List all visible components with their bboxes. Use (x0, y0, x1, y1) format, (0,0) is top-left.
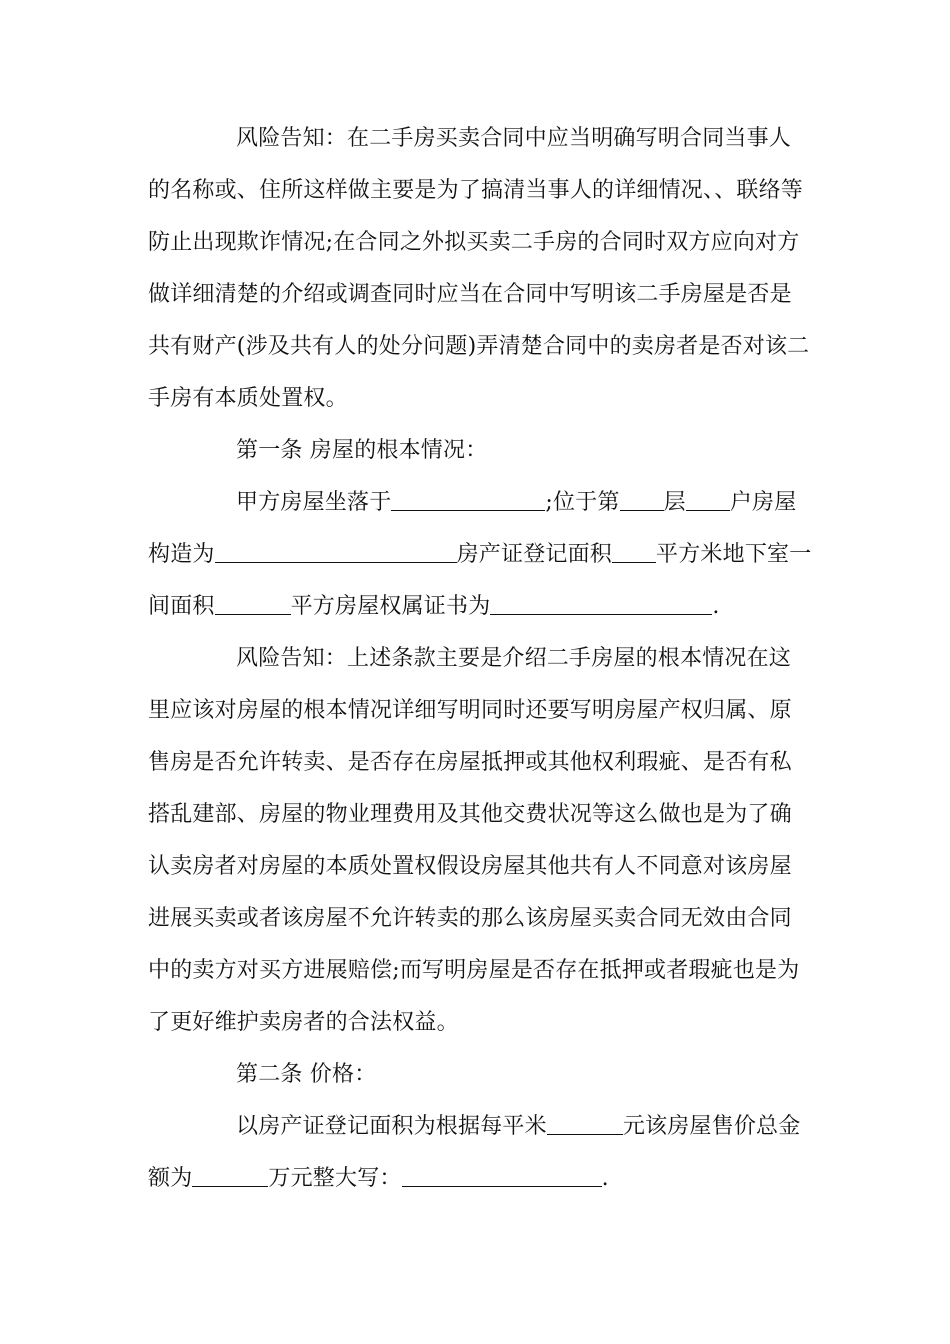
document-body (148, 113, 813, 1205)
blank-unit (686, 486, 730, 511)
clause2-text-1: 以房产证登记面积为根据每平米 (236, 1114, 547, 1139)
paragraph-risk-notice-1: 风险告知：在二手房买卖合同中应当明确写明合同当事人的名称或、住所这样做主要是为了搞清当事人的详细情况、、联络等防止出现欺诈情况;在合同之外拟买卖二手房的合同时双方应向对方做详细清楚的介绍或调查同时应当在合同中写明该二手房屋是否是共有财产(涉及共有人的处分问题)弄清楚合同中的卖房者是否对该二手房有本质处置权。 (148, 126, 810, 411)
blank-location (391, 486, 545, 511)
clause2-text-3: 万元整大写： (268, 1166, 402, 1191)
clause2-text-4: . (601, 1166, 609, 1191)
clause1-text-4: 户房屋构造为 (148, 490, 797, 567)
paragraph-clause-1-title: 第一条 房屋的根本情况： (236, 438, 488, 463)
clause1-text-1: 甲方房屋坐落于 (236, 490, 392, 515)
blank-structure (215, 538, 457, 563)
blank-basement-area (215, 590, 291, 615)
paragraph-clause-2-body (148, 1101, 813, 1205)
blank-price-per-sqm (547, 1110, 623, 1135)
blank-registered-area (612, 538, 656, 563)
clause1-text-3: 层 (663, 490, 686, 515)
paragraph-clause-1-body (148, 477, 813, 633)
clause1-text-6: 平方米地下室一间面积 (148, 542, 812, 619)
clause1-text-7: 平方房屋权属证书为 (290, 594, 491, 619)
clause2-text-2: 元该房屋售价总金额为 (148, 1114, 801, 1191)
clause1-text-8: . (712, 594, 720, 619)
blank-amount-in-words (402, 1162, 602, 1187)
clause1-text-2: ;位于第 (545, 490, 620, 515)
paragraph-clause-2-title: 第二条 价格： (236, 1062, 377, 1087)
blank-floor (620, 486, 664, 511)
paragraph-risk-notice-2: 风险告知：上述条款主要是介绍二手房屋的根本情况在这里应该对房屋的根本情况详细写明同时还要写明房屋产权归属、原售房是否允许转卖、是否存在房屋抵押或其他权利瑕疵、是否有私搭乱建部、房屋的物业理费用及其他交费状况等这么做也是为了确认卖房者对房屋的本质处置权假设房屋其他共有人不同意对该房屋进展买卖或者该房屋不允许转卖的那么该房屋买卖合同无效由合同中的卖方对买方进展赔偿;而写明房屋是否存在抵押或者瑕疵也是为了更好维护卖房者的合法权益。 (148, 646, 800, 1035)
clause1-text-5: 房产证登记面积 (456, 542, 613, 567)
blank-total-amount (192, 1162, 268, 1187)
blank-certificate (490, 590, 712, 615)
